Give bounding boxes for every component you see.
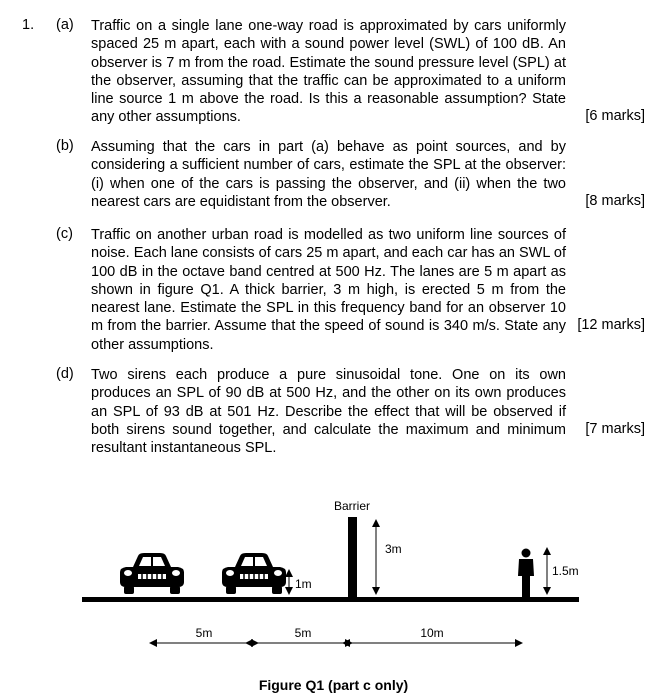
part-d-marks: [7 marks] bbox=[585, 421, 645, 437]
part-b-text: Assuming that the cars in part (a) behave as point sources, and by considering a sufficient number of cars, estimate the SPL at the observer: (i) when one of the cars is passing the observer, and (ii) when the two nearest cars are equidistant from the observer. bbox=[91, 139, 566, 210]
person-icon bbox=[518, 549, 534, 598]
car-height-dimension bbox=[289, 570, 312, 594]
question-number: 1. bbox=[22, 17, 35, 33]
part-a-text: Traffic on a single lane one-way road is approximated by cars uniformly spaced 25 m apart, each with a sound power level (SWL) of 100 dB. An observer is 7 m from the road. Estimate the sound pressure level (SPL) at the observer, assuming that the traffic can be approximated to a uniform line source 1 m above the road. Is this a reasonable assumption? State any other assumptions. bbox=[91, 18, 566, 126]
car-height-label: 1m bbox=[295, 577, 312, 591]
barrier bbox=[348, 517, 357, 599]
barrier-height-label: 3m bbox=[385, 542, 402, 556]
part-d-label: (d) bbox=[56, 366, 74, 382]
barrier-height-dimension bbox=[376, 520, 402, 594]
horizontal-dimensions bbox=[150, 626, 522, 643]
part-a-label: (a) bbox=[56, 17, 74, 33]
dimension-label-2: 5m bbox=[294, 626, 312, 640]
dimension-label-3: 10m bbox=[420, 626, 444, 640]
part-d-text: Two sirens each produce a pure sinusoidal tone. One on its own produces an SPL of 90 dB at 500 Hz, and the other on its own produces an SPL of 93 dB at 501 Hz. Describe the effect that will be observed if both sirens sound together, and calculate the maximum and minimum resultant instantaneous SPL. bbox=[91, 367, 566, 457]
car-icon bbox=[120, 553, 184, 594]
car-icon bbox=[222, 553, 286, 594]
part-c-text: Traffic on another urban road is modelled as two uniform line sources of noise. Each lane consists of cars 25 m apart, and each car has an SWL of 100 dB in the octave band centred at 500 Hz. The lanes are 5 m apart as shown in figure Q1. A thick barrier, 3 m high, is erected 5 m from the nearest lane. Estimate the SPL in this frequency band for an observer 10 m from the barrier. Assume that the speed of sound is 340 m/s. State any other assumptions. bbox=[91, 227, 566, 353]
part-c-marks: [12 marks] bbox=[577, 317, 645, 333]
observer-height-label: 1.5m bbox=[552, 564, 579, 578]
part-c-label: (c) bbox=[56, 226, 73, 242]
part-b-marks: [8 marks] bbox=[585, 193, 645, 209]
part-a-marks: [6 marks] bbox=[585, 108, 645, 124]
observer-height-dimension bbox=[547, 548, 579, 594]
ground-line bbox=[82, 597, 579, 602]
barrier-label: Barrier bbox=[333, 499, 371, 513]
figure-caption: Figure Q1 (part c only) bbox=[258, 677, 409, 693]
part-b-label: (b) bbox=[56, 138, 74, 154]
dimension-label-1: 5m bbox=[195, 626, 213, 640]
